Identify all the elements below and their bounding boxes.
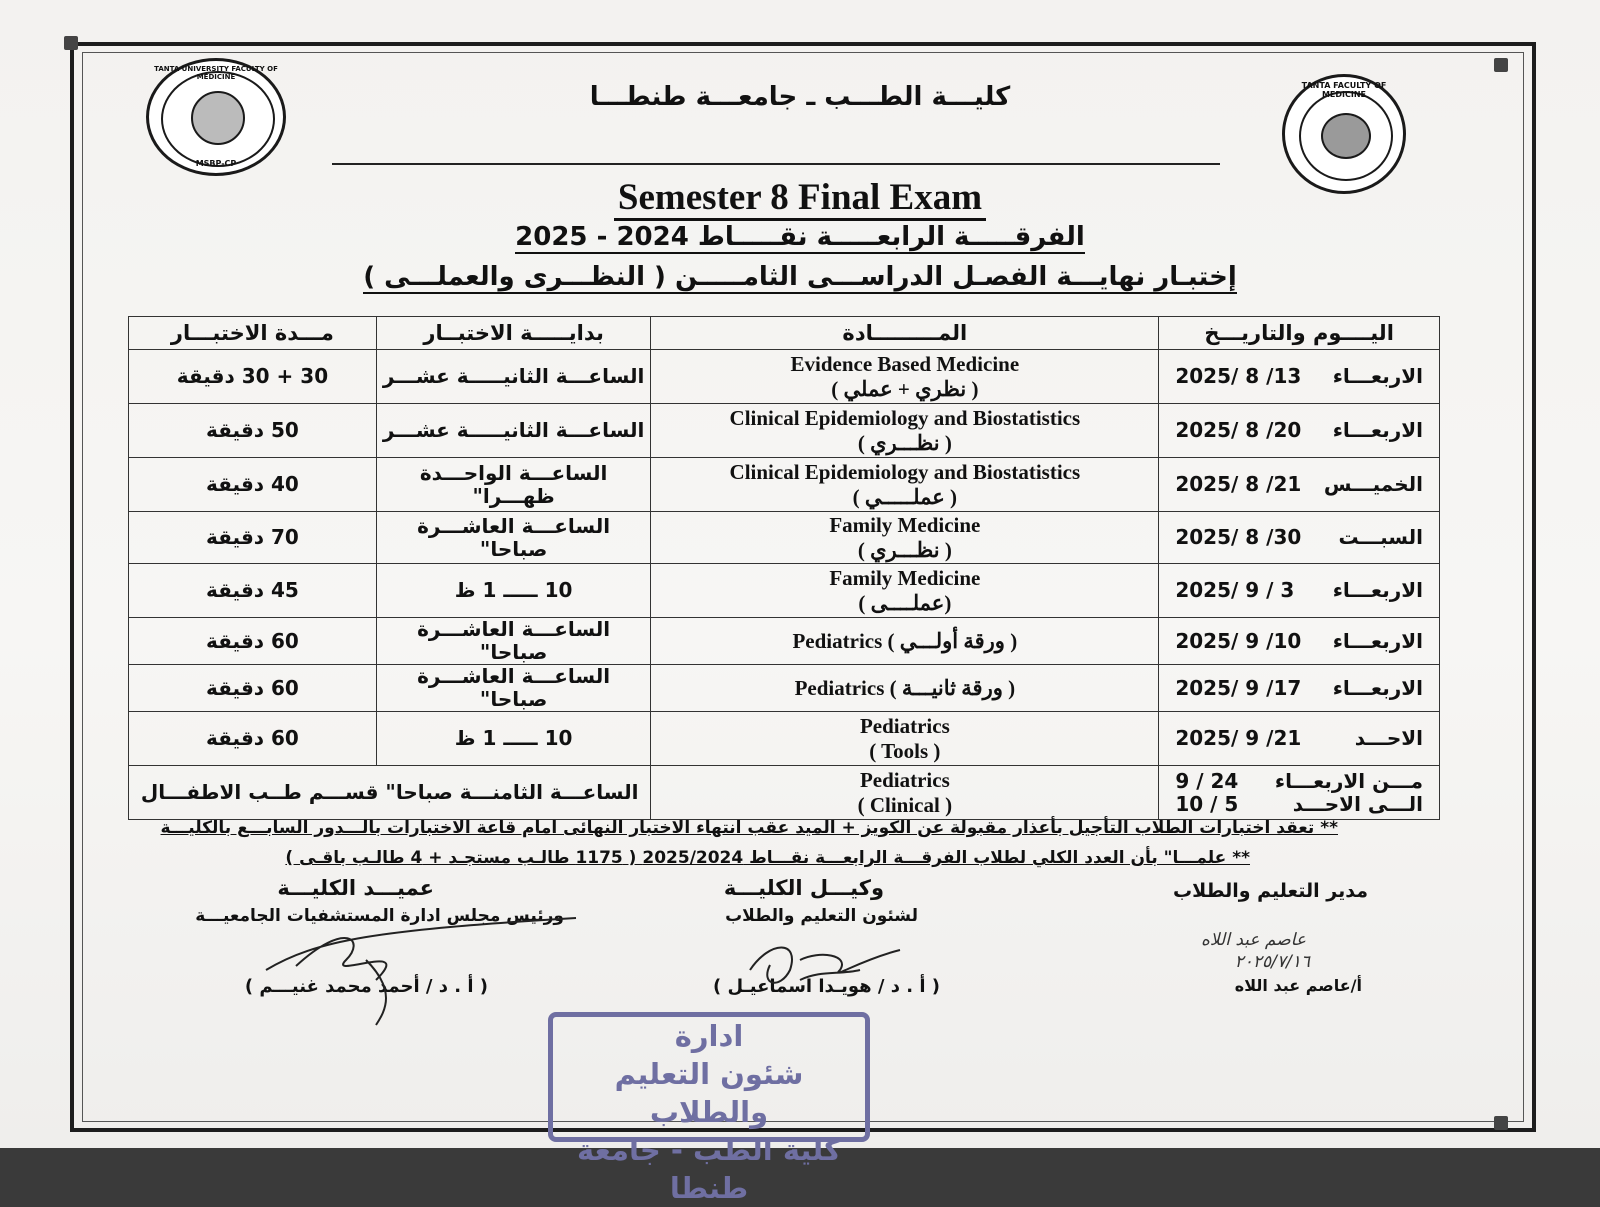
note-student-count: ** علمـــا" بأن العدد الكلي لطلاب الفرقـــة الرابعـــة نقـــاط 2025/2024 ( 1175 طالـب مستجـد + 4 طالـب باقـى ) <box>285 848 1250 868</box>
exam-date: 2025/ 8 /13 <box>1175 364 1302 388</box>
cell-start: الساعـــة العاشـــرة صباحا" <box>376 618 650 665</box>
subject-note: ( نظـــري ) <box>857 537 952 562</box>
exam-schedule-table <box>128 316 1440 820</box>
subject-name: Evidence Based Medicine <box>790 352 1020 377</box>
cell-subject <box>651 766 1159 820</box>
exam-date: 2025/ 8 /20 <box>1175 418 1302 442</box>
subject-name: Pediatrics <box>859 714 950 739</box>
day-name: الاربعـــاء <box>1332 418 1423 442</box>
director-handwritten-name: عاصم عبد اللاه <box>1200 930 1306 950</box>
subject-name: Pediatrics ( ورقة ثانيـــة ) <box>794 675 1016 700</box>
cell-subject <box>651 350 1159 404</box>
cell-start: الساعـــة الثانيـــــة عشـــر <box>376 404 650 458</box>
dean-name: ( أ . د / أحمد محمد غنيـــم ) <box>244 976 488 997</box>
title-ar-exam <box>0 262 1600 292</box>
table-row <box>129 712 1440 766</box>
cell-subject <box>651 665 1159 712</box>
cell-duration: 70 دقيقة <box>129 512 377 564</box>
cell-day-date <box>1159 712 1440 766</box>
cell-day-date <box>1159 404 1440 458</box>
director-handwritten-date: ٢٠٢٥/٧/١٦ <box>1234 952 1310 972</box>
vice-dean-title: وكيـــل الكليـــة <box>723 876 884 900</box>
title-ar-exam-text: إختبـار نهايـــة الفصـل الدراســـى الثامـــــن ( النظـــرى والعملـــى ) <box>363 262 1237 292</box>
from-label: مـــن الاربعـــاء <box>1274 768 1423 793</box>
header-subject: المـــــــــادة <box>651 317 1159 350</box>
cell-day-date <box>1159 618 1440 665</box>
table-row <box>129 350 1440 404</box>
title-en-text: Semester 8 Final Exam <box>614 177 986 221</box>
table-header-row <box>129 317 1440 350</box>
subject-note: ( Clinical ) <box>857 792 953 817</box>
stamp-line-1: ادارة <box>674 1019 744 1053</box>
exam-date: 2025/ 9 /17 <box>1175 675 1302 700</box>
seal-right-text: TANTA FACULTY OF MEDICINE <box>1301 81 1387 99</box>
subject-note: ( Tools ) <box>869 738 941 763</box>
cell-start: 10 ـــــ 1 ظ <box>376 564 650 618</box>
vice-dean-subtitle: لشئون التعليم والطلاب <box>725 906 918 926</box>
day-name: السبـــت <box>1338 525 1423 549</box>
vice-dean-name: ( أ . د / هويـدا اسماعيـل ) <box>713 976 940 997</box>
corner-mark <box>1494 58 1508 72</box>
title-ar-year <box>0 222 1600 252</box>
cell-day-date <box>1159 766 1440 820</box>
cell-subject <box>651 404 1159 458</box>
dean-signature <box>256 900 586 1030</box>
corner-mark <box>1494 1116 1508 1130</box>
day-name: الاربعـــاء <box>1332 675 1423 700</box>
seal-left-bottom-text: MSBP-CP <box>195 159 237 168</box>
cell-day-date <box>1159 512 1440 564</box>
cell-subject <box>651 618 1159 665</box>
exam-date: 2025/ 8 /21 <box>1175 472 1302 496</box>
subject-note: ( عملــــى) <box>858 590 952 615</box>
table-row <box>129 564 1440 618</box>
vice-dean-signature <box>740 930 930 1000</box>
cell-duration: 60 دقيقة <box>129 618 377 665</box>
cell-duration: 45 دقيقة <box>129 564 377 618</box>
table-row <box>129 766 1440 820</box>
dean-title: عميـــد الكليـــة <box>277 876 434 900</box>
to-date: 10 / 5 <box>1175 791 1239 816</box>
exam-date: 2025/ 8 /30 <box>1175 525 1302 549</box>
header-rule <box>332 163 1220 165</box>
cell-subject <box>651 458 1159 512</box>
subject-name: Clinical Epidemiology and Biostatistics <box>729 460 1081 485</box>
exam-date: 2025/ 9 / 3 <box>1175 578 1295 602</box>
cell-start-duration: الساعـــة الثامنـــة صباحا" قســـم طــب الاطفـــال <box>129 766 651 820</box>
day-name: الاربعـــاء <box>1332 364 1423 388</box>
director-name: أ/عاصم عبد اللاه <box>1234 976 1362 995</box>
cell-start: الساعـــة العاشـــرة صباحا" <box>376 512 650 564</box>
table-row <box>129 618 1440 665</box>
cell-day-date <box>1159 350 1440 404</box>
exam-date: 2025/ 9 /10 <box>1175 628 1302 653</box>
subject-name: Pediatrics <box>859 768 950 793</box>
subject-note: ( نظري + عملي ) <box>831 376 979 401</box>
table-row <box>129 458 1440 512</box>
faculty-line: كليـــة الطـــب ـ جامعـــة طنطـــا <box>589 82 1011 112</box>
cell-duration: 30 + 30 دقيقة <box>129 350 377 404</box>
seal-left-top-text: TANTA UNIVERSITY FACULTY OF MEDICINE <box>154 65 278 81</box>
title-en <box>0 176 1600 219</box>
from-date: 9 / 24 <box>1175 768 1239 793</box>
day-name: الاحـــد <box>1354 726 1423 750</box>
note-postponed-exams: ** تعقد اختبارات الطلاب التأجيل بأعذار مقبولة عن الكويز + الميد عقب انتهاء الاختبار النهائى امام قاعة الاختبارات بالـــدور السابـــع بالكليـــة <box>160 818 1338 838</box>
subject-name: Pediatrics ( ورقة أولـــي ) <box>792 628 1018 653</box>
cell-duration: 50 دقيقة <box>129 404 377 458</box>
cell-day-date <box>1159 458 1440 512</box>
cell-duration: 60 دقيقة <box>129 665 377 712</box>
director-title: مدير التعليم والطلاب <box>1173 880 1368 902</box>
day-name: الخميـــس <box>1323 472 1423 496</box>
cell-start: الساعـــة الواحـــدة ظهـــرا" <box>376 458 650 512</box>
to-label: الـــى الاحـــد <box>1292 791 1423 816</box>
table-row <box>129 512 1440 564</box>
title-ar-year-text: الفرقـــــة الرابعـــــة نقـــــاط 2024 - 2025 <box>515 222 1085 252</box>
header-start: بدايـــــة الاختبــار <box>376 317 650 350</box>
corner-mark <box>64 36 78 50</box>
subject-name: Family Medicine <box>829 513 981 538</box>
cell-subject <box>651 512 1159 564</box>
cell-start: الساعـــة الثانيـــــة عشـــر <box>376 350 650 404</box>
cell-start: 10 ـــــ 1 ظ <box>376 712 650 766</box>
cell-subject <box>651 712 1159 766</box>
subject-name: Clinical Epidemiology and Biostatistics <box>729 406 1081 431</box>
subject-name: Family Medicine <box>829 566 981 591</box>
day-name: الاربعـــاء <box>1332 578 1423 602</box>
administration-stamp <box>548 1012 870 1205</box>
cell-duration: 60 دقيقة <box>129 712 377 766</box>
cell-day-date <box>1159 564 1440 618</box>
stamp-line-2: شئون التعليم والطلاب <box>614 1057 804 1129</box>
table-row <box>129 404 1440 458</box>
subject-note: ( نظـــري ) <box>857 430 952 455</box>
cell-start: الساعـــة العاشـــرة صباحا" <box>376 665 650 712</box>
cell-day-date <box>1159 665 1440 712</box>
exam-date: 2025/ 9 /21 <box>1175 726 1302 750</box>
header-day-date: اليــــوم والتاريـــخ <box>1159 317 1440 350</box>
subject-note: ( عملـــــي ) <box>852 484 958 509</box>
cell-duration: 40 دقيقة <box>129 458 377 512</box>
cell-subject <box>651 564 1159 618</box>
dean-subtitle: ورئيس مجلس ادارة المستشفيات الجامعيـــة <box>195 906 564 926</box>
stamp-line-3: كلية الطب - جامعة طنطا <box>577 1133 841 1205</box>
faculty-seal-left <box>146 58 286 176</box>
day-name: الاربعـــاء <box>1332 628 1423 653</box>
table-row <box>129 665 1440 712</box>
header-duration: مـــدة الاختبـــار <box>129 317 377 350</box>
